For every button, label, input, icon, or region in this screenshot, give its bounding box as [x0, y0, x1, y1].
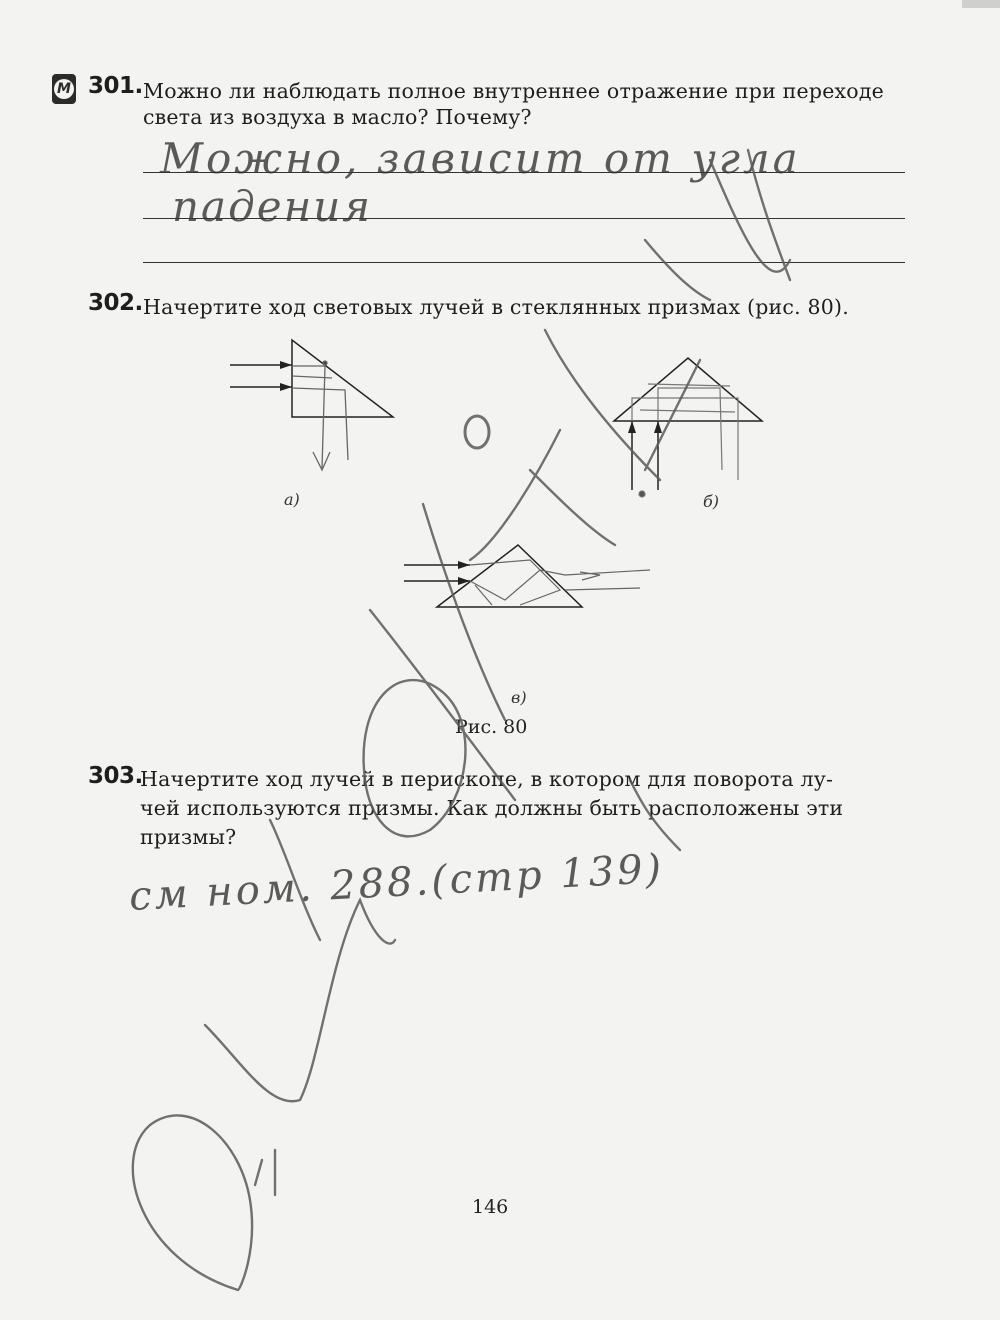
question-number-303: 303. [88, 763, 143, 789]
prism-b-pencil-rays [632, 384, 738, 497]
question-301-line-2: света из воздуха в масло? Почему? [143, 105, 532, 129]
question-number-302: 302. [88, 290, 143, 316]
answer-301-line-1: Можно, зависит от угла [160, 134, 801, 183]
prism-a [230, 340, 393, 417]
question-303-line-3: призмы? [140, 825, 237, 849]
figure-caption: Рис. 80 [455, 716, 528, 738]
figure-label-a: а) [284, 490, 300, 509]
prism-a-outline [292, 340, 393, 417]
question-301-line-1: Можно ли наблюдать полное внутреннее отражение при переходе [143, 79, 884, 103]
m-badge-label: М [54, 79, 74, 99]
prism-a-pencil-rays [292, 361, 348, 470]
figure-label-v: в) [511, 688, 527, 707]
prism-a-arrow-2 [280, 383, 292, 391]
question-302-text: Начертите ход световых лучей в стеклянных призмах (рис. 80). [143, 295, 849, 319]
prism-v-outline [437, 545, 582, 607]
pencil-scribble [133, 150, 790, 1290]
question-303-line-2: чей используются призмы. Как должны быть расположены эти [140, 796, 844, 820]
figure-label-b: б) [703, 492, 720, 511]
page-number: 146 [472, 1196, 509, 1218]
prism-v-pencil-rays [470, 560, 650, 605]
prism-v [404, 545, 582, 607]
question-303-line-1: Начертите ход лучей в перископе, в котором для поворота лу- [140, 767, 834, 791]
answer-303: см ном. 288.(стр 139) [128, 845, 666, 920]
prism-b [614, 358, 762, 490]
prism-a-arrow-1 [280, 361, 292, 369]
question-number-301: 301. [88, 73, 143, 99]
answer-301-line-2: падения [172, 182, 373, 231]
